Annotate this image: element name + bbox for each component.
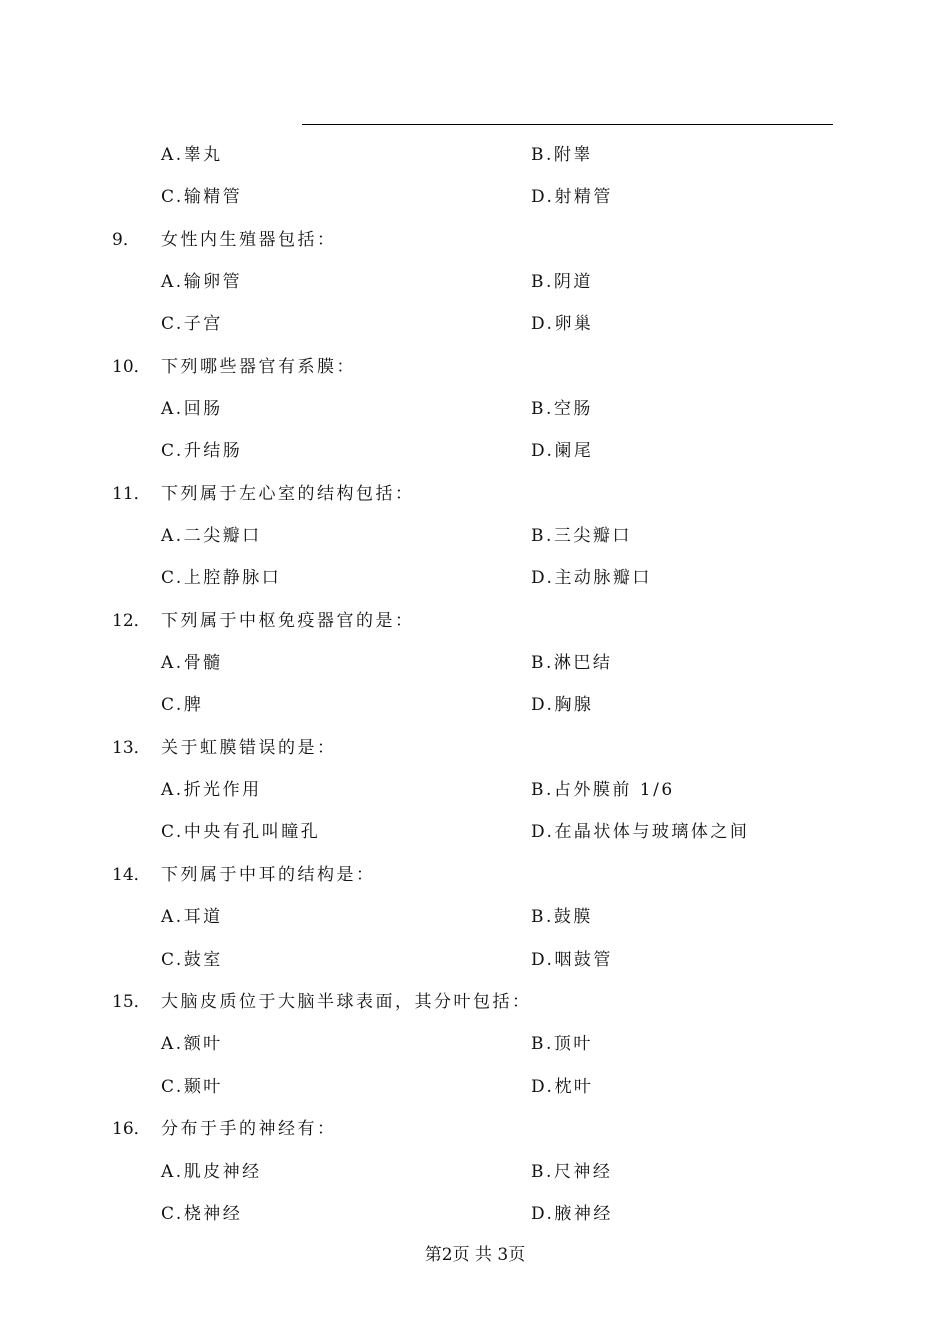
option-a: A.额叶 xyxy=(161,1034,223,1054)
question-number: 12． xyxy=(112,611,151,631)
option-c: C.中央有孔叫瞳孔 xyxy=(161,822,321,842)
option-d: D.咽鼓管 xyxy=(531,950,613,970)
option-b: B.顶叶 xyxy=(531,1034,593,1054)
question-number: 9． xyxy=(112,230,140,250)
option-d: D.胸腺 xyxy=(531,695,594,715)
option-b: B.尺神经 xyxy=(531,1162,613,1182)
option-d: D.枕叶 xyxy=(531,1077,594,1097)
option-a: A.折光作用 xyxy=(161,780,262,800)
option-a: A.输卵管 xyxy=(161,272,243,292)
option-c: C.子宫 xyxy=(161,314,223,334)
option-b: B.鼓膜 xyxy=(531,907,593,927)
question-number: 13． xyxy=(112,738,151,758)
option-c: C.脾 xyxy=(161,695,204,715)
option-a: A.二尖瓣口 xyxy=(161,526,262,546)
option-b: B.阴道 xyxy=(531,272,593,292)
question-text: 大脑皮质位于大脑半球表面，其分叶包括： xyxy=(161,992,532,1012)
option-d: D.在晶状体与玻璃体之间 xyxy=(531,822,750,842)
question-text: 下列哪些器官有系膜： xyxy=(161,357,356,377)
question-number: 15． xyxy=(112,992,151,1012)
option-b: B.附睾 xyxy=(531,145,593,165)
option-c: C.鼓室 xyxy=(161,950,223,970)
header-rule xyxy=(302,124,833,125)
question-text: 下列属于左心室的结构包括： xyxy=(161,484,415,504)
option-d: D.卵巢 xyxy=(531,314,594,334)
question-text: 下列属于中耳的结构是： xyxy=(161,865,376,885)
option-a: A.骨髓 xyxy=(161,653,223,673)
option-a: A.睾丸 xyxy=(161,145,223,165)
question-number: 10． xyxy=(112,357,151,377)
option-c: C.颞叶 xyxy=(161,1077,223,1097)
option-c: C.升结肠 xyxy=(161,441,243,461)
option-a: A.回肠 xyxy=(161,399,223,419)
question-text: 分布于手的神经有： xyxy=(161,1119,337,1139)
question-number: 14． xyxy=(112,865,151,885)
option-d: D.阑尾 xyxy=(531,441,594,461)
option-b: B.淋巴结 xyxy=(531,653,613,673)
option-c: C.输精管 xyxy=(161,187,243,207)
question-number: 16． xyxy=(112,1119,151,1139)
question-text: 下列属于中枢免疫器官的是： xyxy=(161,611,415,631)
option-a: A.耳道 xyxy=(161,907,223,927)
question-text: 女性内生殖器包括： xyxy=(161,230,337,250)
option-b: B.空肠 xyxy=(531,399,593,419)
question-number: 11． xyxy=(112,484,151,504)
option-d: D.腋神经 xyxy=(531,1204,613,1224)
question-text: 关于虹膜错误的是： xyxy=(161,738,337,758)
option-a: A.肌皮神经 xyxy=(161,1162,262,1182)
page-footer: 第2页 共 3页 xyxy=(424,1245,526,1265)
option-d: D.主动脉瓣口 xyxy=(531,568,652,588)
option-c: C.桡神经 xyxy=(161,1204,243,1224)
option-c: C.上腔静脉口 xyxy=(161,568,282,588)
option-b: B.占外膜前 1/6 xyxy=(531,780,675,800)
option-b: B.三尖瓣口 xyxy=(531,526,632,546)
option-d: D.射精管 xyxy=(531,187,613,207)
